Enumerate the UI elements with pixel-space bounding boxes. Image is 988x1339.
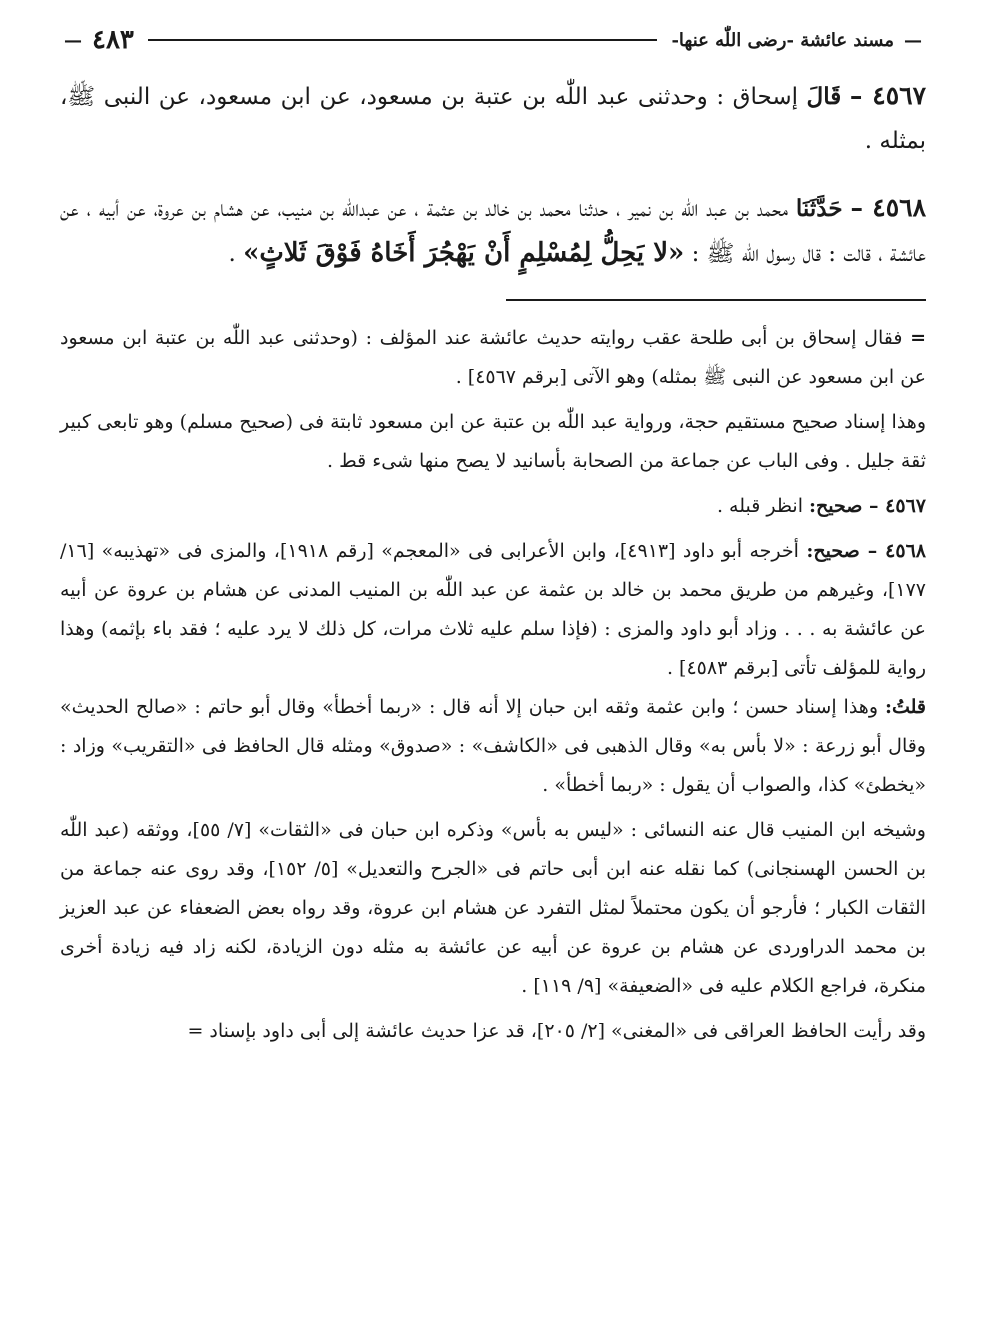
footnote-lead: قلتُ: <box>884 696 926 718</box>
footnote-4567 <box>60 487 926 526</box>
running-header <box>60 20 926 60</box>
footnote-lead: = <box>910 327 926 349</box>
footnote-text: وقد رأيت الحافظ العراقى فى «المغنى» [٢/ ٢٠٥]، قد عزا حديث عائشة إلى أبى داود بإسناد = <box>187 1020 926 1042</box>
footnote-text: وهذا إسناد حسن ؛ وابن عثمة وثقه ابن حبان إلا أنه قال : «ربما أخطأ» وقال أبو حاتم : «صالح الحديث» وقال أبو زرعة : «لا بأس به» وقال الذهبى فى «الكاشف» : «صدوق» ومثله قال الحافظ فى «التقريب» وزاد : «يخطئ» كذا، والصواب أن يقول : «ربما أخطأ» . <box>60 696 926 796</box>
header-dash-left: — <box>64 29 82 51</box>
header-dash-right: — <box>904 29 922 51</box>
footnote-separator <box>506 299 926 301</box>
footnote-qultu <box>60 688 926 805</box>
footnote-paragraph <box>60 1012 926 1051</box>
footnote-text: أخرجه أبو داود [٤٩١٣]، وابن الأعرابى فى «المعجم» [رقم ١٩١٨]، والمزى فى «تهذيبه» [١٦/ ١٧٧]، وغيرهم من طريق محمد بن خالد بن عثمة عن عبد اللّٰه بن المنيب المدنى عن هشام بن عروة عن أبيه عن عائشة به . . . وزاد أبو داود والمزى : (فإذا سلم عليه ثلاث مرات، كل ذلك لا يرد عليه ؛ فقد باء بإثمه) وهذا رواية للمؤلف تأتى [برقم ٤٥٨٣] . <box>60 540 926 679</box>
page <box>60 20 926 1320</box>
footnote-lead: ٤٥٦٧ – صحيح: <box>809 495 926 517</box>
footnote-4568 <box>60 532 926 688</box>
hadith-4567 <box>60 74 926 163</box>
footnote-paragraph <box>60 403 926 481</box>
hadith-4568 <box>60 186 926 276</box>
hadith-number: ٤٥٦٨ – <box>850 193 926 222</box>
hadith-verb: قَالَ <box>806 83 842 110</box>
hadith-number: ٤٥٦٧ – <box>849 81 926 110</box>
hadith-end: . <box>228 241 244 267</box>
footnote-text: وشيخه ابن المنيب قال عنه النسائى : «ليس به بأس» وذكره ابن حبان فى «الثقات» [٧/ ٥٥]، ووثقه (عبد اللّٰه بن الحسن الهسنجانى) كما نقله عنه ابن أبى حاتم فى «الجرح والتعديل» [٥/ ١٥٢]، وقد روى عنه جماعة من الثقات الكبار ؛ فأرجو أن يكون محتملاً لمثل التفرد عن هشام ابن عروة، وقد رواه بعض الضعفاء عن عبد العزيز بن محمد الدراوردى عن هشام بن عروة عن أبيه عن عائشة به مثله دون الزيادة، لكنه زاد فيه زيادة أخرى منكرة، فراجع الكلام عليه فى «الضعيفة» [٩/ ١١٩] . <box>60 819 926 997</box>
footnote-paragraph <box>60 811 926 1006</box>
hadith-text: إسحاق : وحدثنى عبد اللّٰه بن عتبة بن مسعود، عن ابن مسعود، عن النبى ﷺ، بمثله . <box>60 84 926 154</box>
footnote-text: وهذا إسناد صحيح مستقيم حجة، ورواية عبد اللّٰه بن عتبة عن ابن مسعود ثابتة فى (صحيح مسلم) وهو تابعى كبير ثقة جليل . وفى الباب عن جماعة من الصحابة بأسانيد لا يصح منها شىء قط . <box>60 411 926 472</box>
page-number: ٤٨٣ <box>92 25 134 55</box>
footnote-text: فقال إسحاق بن أبى طلحة عقب روايته حديث عائشة عند المؤلف : (وحدثنى عبد اللّٰه بن عتبة ابن مسعود عن ابن مسعود عن النبى ﷺ بمثله) وهو الآتى [برقم ٤٥٦٧] . <box>60 327 926 388</box>
hadith-verb: حَدَّثَنَا <box>795 195 843 222</box>
hadith-matn: «لا يَحِلُّ لِمُسْلِمٍ أَنْ يَهْجُرَ أَخَاهُ فَوْقَ ثَلاثٍ» <box>243 238 685 268</box>
footnote-continuation <box>60 319 926 397</box>
header-rule <box>148 39 658 41</box>
header-title: مسند عائشة -رضى اللّٰه عنها- <box>671 29 894 51</box>
hadith-text: محمد بن عبد اللّٰه بن نمير ، حدثنا محمد بن خالد بن عثمة ، عن عبداللّٰه بن منيب، عن هشام بن عروة، عن أبيه ، عن عائشة ، قالت : قال رسول اللّٰه ﷺ : <box>60 196 926 267</box>
footnote-lead: ٤٥٦٨ – صحيح: <box>806 540 926 562</box>
footnote-text: انظر قبله . <box>716 495 810 517</box>
